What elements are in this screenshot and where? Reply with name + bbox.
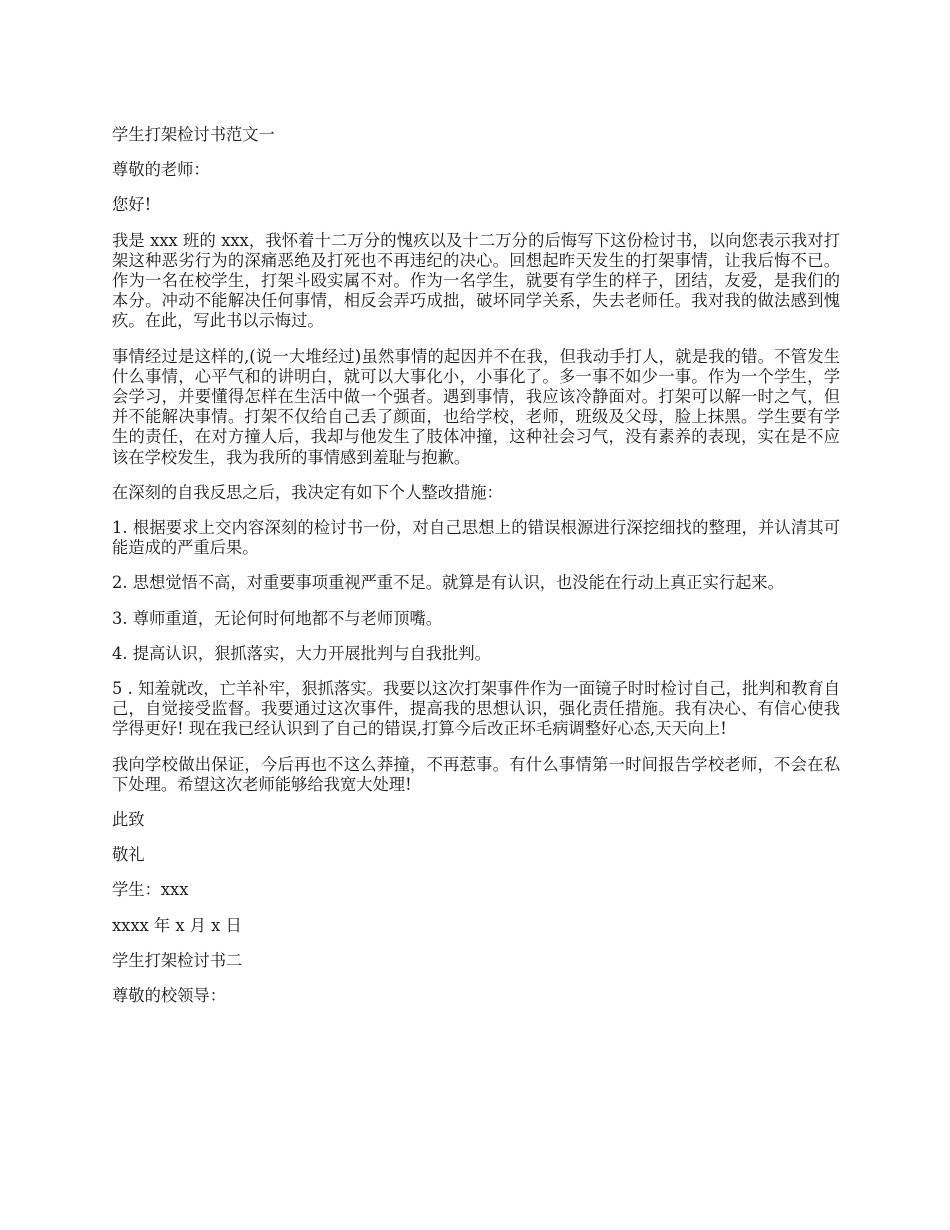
section-title-2: 学生打架检讨书二 xyxy=(112,950,243,970)
body-paragraph-promise: 我向学校做出保证，今后再也不这么莽撞，不再惹事。有什么事情第一时间报告学校老师，不会在私下处理。希望这次老师能够给我宽大处理! xyxy=(112,754,840,794)
salutation-2: 尊敬的校领导： xyxy=(112,986,226,1006)
measure-item-4: 4. 提高认识，狠抓落实，大力开展批判与自我批判。 xyxy=(112,643,491,663)
document-title: 学生打架检讨书范文一 xyxy=(112,125,275,144)
measure-item-1: 1. 根据要求上交内容深刻的检讨书一份，对自己思想上的错误根源进行深挖细找的整理，并认清其可能造成的严重后果。 xyxy=(112,518,840,558)
body-paragraph-events: 事情经过是这样的,(说一大堆经过)虽然事情的起因并不在我，但我动手打人，就是我的错。不管发生什么事情，心平气和的讲明白，就可以大事化小，小事化了。多一事不如少一事。作为一个学生，学会学习，并要懂得怎样在生活中做一个强者。遇到事情，我应该冷静面对。打架可以解一时之气，但并不能解决事情。打架不仅给自己丢了颜面，也给学校，老师，班级及父母，脸上抹黑。学生要有学生的责任，在对方撞人后，我却与他发生了肢体冲撞，这种社会习气，没有素养的表现，实在是不应该在学校发生，我为我所的事情感到羞耻与抱歉。 xyxy=(112,346,840,467)
body-paragraph-intro: 我是 xxx 班的 xxx，我怀着十二万分的愧疚以及十二万分的后悔写下这份检讨书，以向您表示我对打架这种恶劣行为的深痛恶绝及打死也不再违纪的决心。回想起昨天发生的打架事情，让我后悔不已。作为一名在校学生，打架斗殴实属不对。作为一名学生，就要有学生的样子，团结，友爱，是我们的本分。冲动不能解决任何事情，相反会弄巧成拙，破坏同学关系，失去老师任。我对我的做法感到愧疚。在此，写此书以示悔过。 xyxy=(112,230,840,331)
measure-item-5: 5 . 知羞就改，亡羊补牢，狠抓落实。我要以这次打架事件作为一面镜子时时检讨自己，批判和教育自己，自觉接受监督。我要通过这次事件，提高我的思想认识，强化责任措施。我有决心、有信心使我学得更好! 现在我已经认识到了自己的错误,打算今后改正坏毛病调整好心态,天天向上! xyxy=(112,679,840,739)
signature-student: 学生：xxx xyxy=(112,880,189,900)
measure-item-2: 2. 思想觉悟不高，对重要事项重视严重不足。就算是有认识，也没能在行动上真正实行起来。 xyxy=(112,573,784,593)
closing-jingli: 敬礼 xyxy=(112,845,145,865)
body-paragraph-measures-intro: 在深刻的自我反思之后，我决定有如下个人整改措施： xyxy=(112,482,503,502)
salutation: 尊敬的老师： xyxy=(112,160,210,180)
document-page xyxy=(112,125,840,1021)
greeting: 您好! xyxy=(112,195,152,215)
measure-item-3: 3. 尊师重道，无论何时何地都不与老师顶嘴。 xyxy=(112,608,443,628)
closing-zhizhi: 此致 xyxy=(112,810,145,830)
signature-date: xxxx 年 x 月 x 日 xyxy=(112,915,242,935)
